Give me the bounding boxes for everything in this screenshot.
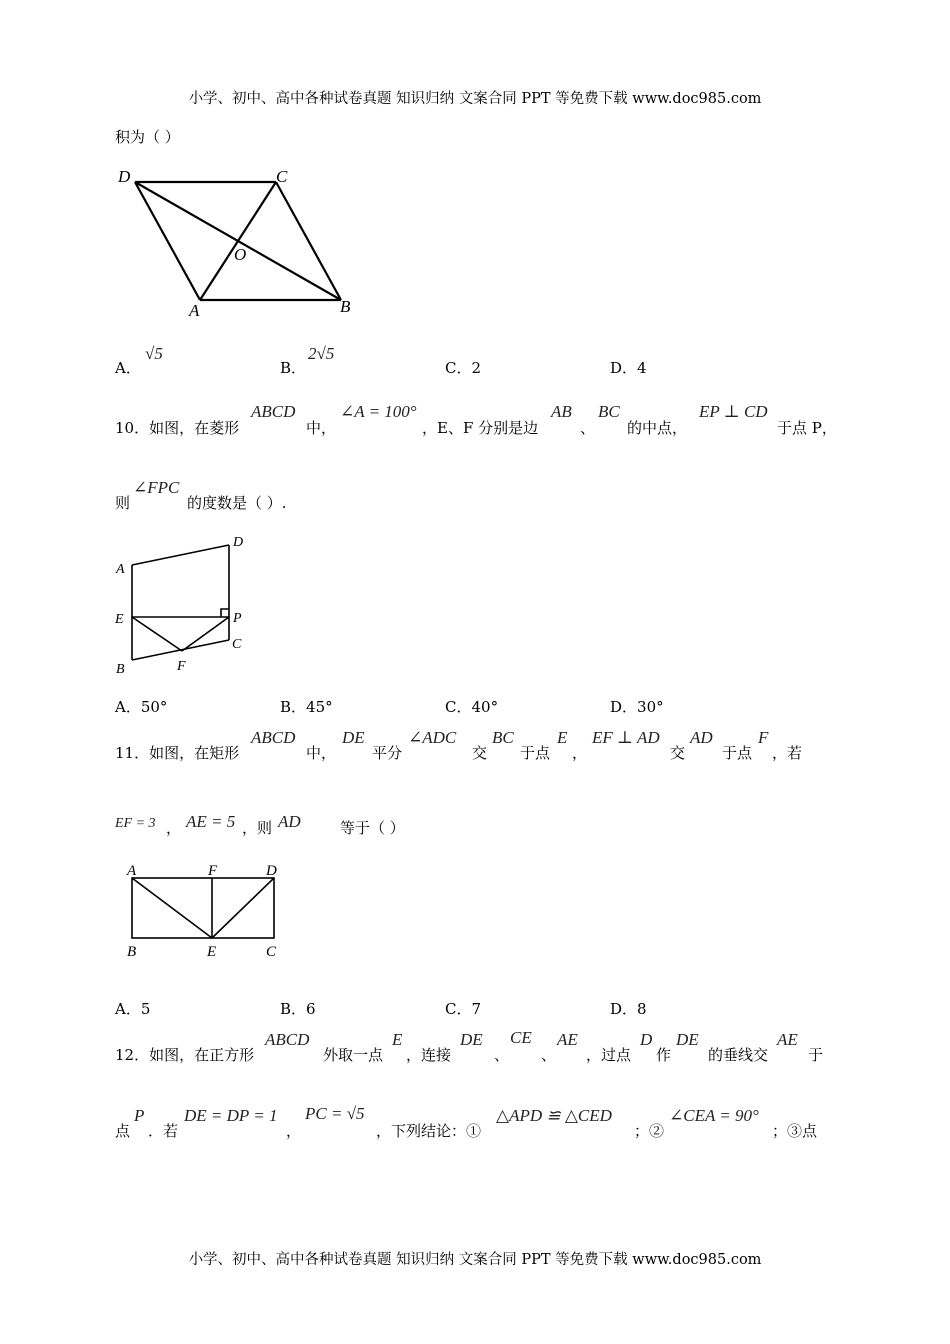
q12-comma: ， (286, 1122, 302, 1140)
q9-option-b-value: 2√5 (308, 344, 335, 363)
q10-label-D: D (233, 535, 244, 550)
q11-dengyu: 等于（ ） (340, 819, 405, 837)
q12-de: DE (460, 1030, 483, 1049)
q12-pc: PC = √5 (305, 1104, 365, 1123)
q11-abcd: ABCD (251, 728, 296, 747)
q10-dun: 、 (580, 419, 596, 437)
q11-ad2: AD (278, 812, 301, 831)
q10-label-P: P (233, 611, 242, 626)
q11-ae-5: AE = 5 (186, 812, 236, 831)
q12-abcd: ABCD (265, 1030, 310, 1049)
q11-comma: ， (572, 744, 588, 762)
q11-bc: BC (492, 728, 514, 747)
q11-label-C: C (266, 944, 277, 960)
q10-ef-text: ，E、F 分别是边 (422, 419, 539, 437)
q9-text-tail: 积为（ ） (115, 128, 180, 146)
q9-option-d: D．4 (610, 359, 647, 377)
q12-d: D (640, 1030, 653, 1049)
q10-label-B: B (116, 662, 125, 677)
q12-de-dp: DE = DP = 1 (184, 1106, 278, 1125)
q12-yu: 于 (808, 1046, 824, 1064)
q10-ze: 则 (115, 494, 131, 512)
q11-jiao: 交 (472, 744, 488, 762)
q10-zhong: 中， (306, 419, 337, 437)
q11-option-c: C．7 (445, 1000, 482, 1018)
q10-option-d: D．30° (610, 698, 664, 716)
q11-label-E: E (207, 944, 217, 960)
q11-e: E (557, 728, 568, 747)
q10-bc: BC (598, 402, 620, 421)
q11-label-F: F (208, 863, 218, 879)
q12-zuo: 作 (656, 1046, 672, 1064)
q10-angle-fpc: ∠FPC (133, 478, 180, 497)
q11-option-a: A．5 (115, 1000, 151, 1018)
q12-ae2: AE (777, 1030, 798, 1049)
q11-label-D: D (266, 863, 277, 879)
q11-angle-adc: ∠ADC (408, 728, 457, 747)
q11-ruo: ，若 (772, 744, 803, 762)
q11-zhong: 中， (306, 744, 337, 762)
q10-label-A: A (116, 562, 125, 577)
q11-jiao2: 交 (670, 744, 686, 762)
q10-label-C: C (232, 637, 242, 652)
q11-rectangle-figure (120, 858, 300, 968)
q12-ae: AE (557, 1030, 578, 1049)
q11-de: DE (342, 728, 365, 747)
page-footer: 小学、初中、高中各种试卷真题 知识归纳 文案合同 PPT 等免费下载 www.doc985.com (188, 1252, 762, 1268)
q12-semi: ；② (634, 1122, 665, 1140)
q12-ce: CE (510, 1028, 532, 1047)
q9-label-C: C (276, 167, 288, 186)
q9-option-c: C．2 (445, 359, 482, 377)
q11-yudian2: 于点 (722, 744, 753, 762)
q11-label-B: B (127, 944, 137, 960)
q12-number: 12．如图，在正方形 (115, 1046, 255, 1064)
q11-label-A: A (127, 863, 137, 879)
q10-option-c: C．40° (445, 698, 499, 716)
q12-jielun: ，下列结论：① (376, 1122, 482, 1140)
q10-angle-a: ∠A = 100° (340, 402, 417, 421)
q12-wai: 外取一点 (323, 1046, 384, 1064)
q9-label-O: O (234, 245, 247, 264)
q10-number: 10．如图，在菱形 (115, 419, 240, 437)
q12-e: E (392, 1030, 403, 1049)
q9-label-D: D (118, 167, 131, 186)
q9-label-B: B (340, 297, 351, 316)
q10-ep-perp-cd: EP ⊥ CD (699, 402, 768, 421)
q9-option-a-value: √5 (145, 344, 163, 363)
q11-ef-perp-ad: EF ⊥ AD (592, 728, 660, 747)
q11-ad: AD (690, 728, 713, 747)
q10-label-F: F (177, 659, 186, 674)
q11-ef-3: EF = 3 (115, 816, 156, 831)
q9-parallelogram-figure (110, 160, 370, 320)
q10-rhombus-figure (112, 530, 262, 680)
q11-option-d: D．8 (610, 1000, 647, 1018)
q12-chui: 的垂线交 (708, 1046, 769, 1064)
q10-option-a: A．50° (115, 698, 168, 716)
q12-congruence: △APD ≌ △CED (496, 1106, 612, 1125)
q10-option-b: B．45° (280, 698, 333, 716)
q12-dun2: 、 (541, 1046, 557, 1064)
q12-de2: DE (676, 1030, 699, 1049)
q9-option-b-label: B． (280, 359, 307, 377)
q12-dian: 点 (115, 1122, 131, 1140)
q9-label-A: A (189, 301, 200, 320)
q12-semi2: ；③点 (772, 1122, 818, 1140)
q11-yudian: 于点 (520, 744, 551, 762)
q11-ze: ，则 (242, 819, 273, 837)
q10-degree-question: 的度数是（ ）. (187, 494, 287, 512)
q9-option-a-label: A． (115, 359, 141, 377)
q12-ruo: ．若 (148, 1122, 179, 1140)
q10-abcd: ABCD (251, 402, 296, 421)
page-header: 小学、初中、高中各种试卷真题 知识归纳 文案合同 PPT 等免费下载 www.doc985.com (188, 91, 762, 107)
q12-dun1: 、 (494, 1046, 510, 1064)
q12-angle-cea: ∠CEA = 90° (669, 1106, 759, 1125)
q11-ping: 平分 (372, 744, 403, 762)
q11-option-b: B．6 (280, 1000, 316, 1018)
q11-comma2: ， (166, 819, 182, 837)
q10-yu: 于点 P， (777, 419, 837, 437)
q10-ab: AB (551, 402, 572, 421)
q12-lian: ，连接 (406, 1046, 452, 1064)
q12-guo: ，过点 (586, 1046, 632, 1064)
q12-p: P (134, 1106, 145, 1125)
q10-label-E: E (115, 612, 124, 627)
q11-number: 11．如图，在矩形 (115, 744, 240, 762)
q10-mid: 的中点， (627, 419, 688, 437)
q11-f: F (758, 728, 769, 747)
